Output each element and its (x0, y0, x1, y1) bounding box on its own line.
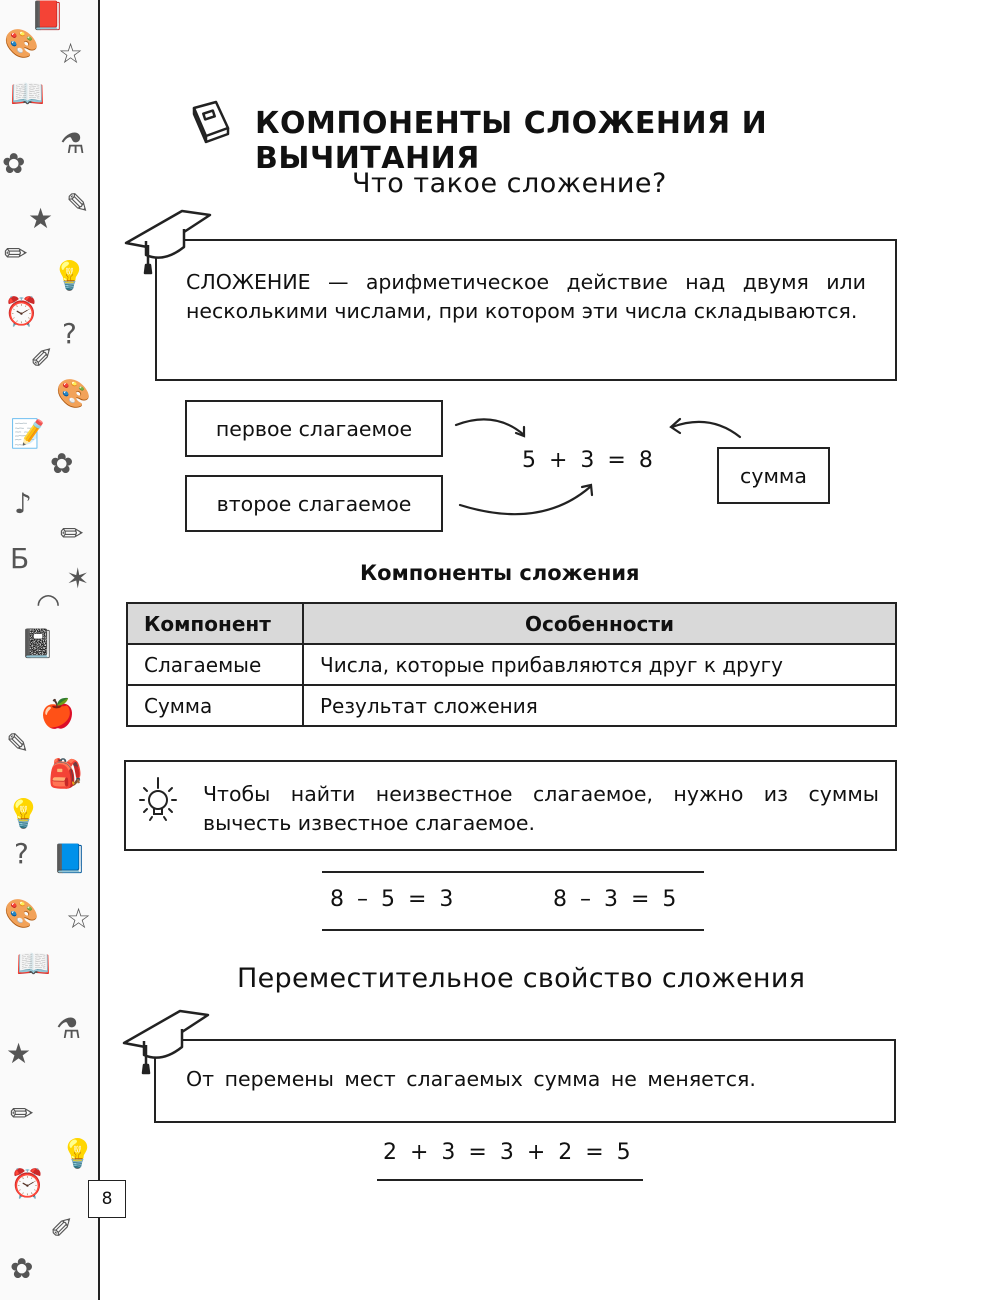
flower-doodle-icon: ✿ (10, 1252, 34, 1285)
star-doodle-icon: ☆ (58, 37, 84, 70)
page-number: 8 (88, 1180, 126, 1218)
components-table (126, 602, 897, 727)
music-doodle-icon: ♪ (14, 487, 32, 520)
divider (322, 929, 704, 931)
commutative-example: 2 + 3 = 3 + 2 = 5 (383, 1140, 631, 1165)
open-book-doodle-icon: 📖 (16, 947, 51, 980)
flower-doodle-icon: ✿ (50, 447, 74, 480)
table-title: Компоненты сложения (360, 561, 640, 585)
first-addend-label: первое слагаемое (185, 400, 443, 457)
arrow-icon (440, 405, 760, 530)
notebook-doodle-icon: 📓 (20, 627, 55, 660)
table-cell: Результат сложения (303, 685, 896, 726)
pencil-doodle-icon: ✏ (10, 1097, 34, 1130)
star-doodle-icon: ☆ (66, 902, 92, 935)
book-doodle-icon: 📘 (52, 842, 87, 875)
palette-doodle-icon: 🎨 (56, 377, 91, 410)
palette-doodle-icon: 🎨 (4, 897, 39, 930)
divider (377, 1179, 643, 1181)
divider (322, 871, 704, 873)
table-cell: Сумма (127, 685, 303, 726)
letter-doodle-icon: Б (10, 542, 30, 575)
lightbulb-icon (136, 776, 180, 830)
second-addend-label: второе слагаемое (185, 475, 443, 532)
lightbulb-doodle-icon: 💡 (60, 1137, 95, 1170)
protractor-doodle-icon: ◠ (36, 587, 61, 620)
book-doodle-icon: 📕 (30, 0, 65, 32)
table-header-row (127, 603, 896, 644)
clock-doodle-icon: ⏰ (10, 1167, 45, 1200)
decorative-doodle-strip (0, 0, 100, 1300)
table-row (127, 685, 896, 726)
page-title: КОМПОНЕНТЫ СЛОЖЕНИЯ И ВЫЧИТАНИЯ (255, 106, 768, 176)
palette-doodle-icon: 🎨 (4, 27, 39, 60)
note-doodle-icon: 📝 (10, 417, 45, 450)
open-book-doodle-icon: 📖 (10, 77, 45, 110)
section-subtitle: Переместительное свойство сложения (237, 963, 806, 994)
table-header: Компонент (127, 603, 303, 644)
subtraction-example: 8 – 5 = 3 (330, 887, 454, 912)
question-doodle-icon: ? (14, 837, 29, 870)
pencil-doodle-icon: ✐ (50, 1212, 74, 1245)
table-row (127, 644, 896, 685)
question-doodle-icon: ? (62, 317, 77, 350)
subtraction-example: 8 – 3 = 5 (553, 887, 677, 912)
section-subtitle: Что такое сложение? (352, 168, 667, 199)
definition-text: СЛОЖЕНИЕ — арифметическое действие над двумя или несколькими числами, при котором эти числа складываются. (186, 270, 866, 323)
table-header: Особенности (303, 603, 896, 644)
flask-doodle-icon: ⚗ (56, 1012, 82, 1045)
apple-doodle-icon: 🍎 (40, 697, 75, 730)
flask-doodle-icon: ⚗ (60, 127, 86, 160)
addition-equation: 5 + 3 = 8 (522, 448, 653, 473)
book-icon (186, 98, 232, 150)
pencil-doodle-icon: ✐ (30, 342, 54, 375)
flower-doodle-icon: ✿ (2, 147, 26, 180)
backpack-doodle-icon: 🎒 (48, 757, 83, 790)
star-doodle-icon: ★ (6, 1037, 32, 1070)
table-cell: Слагаемые (127, 644, 303, 685)
property-text: От перемены мест слагаемых сумма не меняется. (186, 1067, 756, 1091)
brush-doodle-icon: ✎ (66, 187, 90, 220)
brush-doodle-icon: ✎ (6, 727, 30, 760)
table-cell: Числа, которые прибавляются друг к другу (303, 644, 896, 685)
clock-doodle-icon: ⏰ (4, 295, 39, 328)
star-doodle-icon: ★ (28, 202, 54, 235)
rule-text: Чтобы найти неизвестное слагаемое, нужно из суммы вычесть известное слагаемое. (203, 782, 879, 835)
sum-label: сумма (717, 447, 830, 504)
pencil-doodle-icon: ✏ (4, 237, 28, 270)
lightbulb-doodle-icon: 💡 (6, 797, 41, 830)
lightbulb-doodle-icon: 💡 (52, 259, 87, 292)
pencil-doodle-icon: ✏ (60, 517, 84, 550)
star-doodle-icon: ✶ (66, 562, 90, 595)
